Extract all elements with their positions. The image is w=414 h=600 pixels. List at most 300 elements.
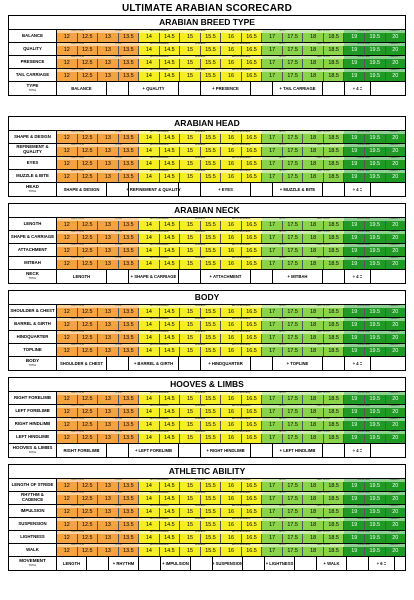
total-input[interactable]: [295, 557, 317, 570]
score-option[interactable]: 15.5: [200, 221, 221, 230]
score-option[interactable]: 19.5: [364, 521, 385, 530]
score-option[interactable]: 20: [385, 321, 406, 330]
score-option[interactable]: 20: [385, 408, 406, 417]
score-option[interactable]: 14.5: [159, 234, 180, 243]
score-option[interactable]: 14.5: [159, 247, 180, 256]
total-input[interactable]: [251, 357, 273, 370]
score-option[interactable]: 16.5: [241, 421, 262, 430]
score-option[interactable]: 20: [385, 147, 406, 156]
score-option[interactable]: 19.5: [364, 33, 385, 42]
score-option[interactable]: 16.5: [241, 221, 262, 230]
total-input[interactable]: [251, 82, 273, 95]
score-option[interactable]: 14.5: [159, 59, 180, 68]
score-option[interactable]: 16.5: [241, 521, 262, 530]
score-option[interactable]: 12.5: [77, 160, 98, 169]
score-option[interactable]: 18: [302, 434, 323, 443]
score-option[interactable]: 20: [385, 421, 406, 430]
total-input[interactable]: [323, 183, 345, 196]
score-option[interactable]: 12: [57, 495, 77, 504]
score-option[interactable]: 18.5: [323, 521, 344, 530]
score-option[interactable]: 12: [57, 395, 77, 404]
score-option[interactable]: 17.5: [282, 321, 303, 330]
score-option[interactable]: 12.5: [77, 247, 98, 256]
score-option[interactable]: 19.5: [364, 495, 385, 504]
score-option[interactable]: 19.5: [364, 434, 385, 443]
score-option[interactable]: 19: [343, 260, 364, 269]
score-option[interactable]: 15.5: [200, 260, 221, 269]
score-option[interactable]: 19: [343, 160, 364, 169]
score-option[interactable]: 20: [385, 434, 406, 443]
score-option[interactable]: 18.5: [323, 395, 344, 404]
score-option[interactable]: 18: [302, 46, 323, 55]
score-option[interactable]: 12.5: [77, 234, 98, 243]
score-option[interactable]: 12.5: [77, 321, 98, 330]
score-option[interactable]: 15.5: [200, 72, 221, 81]
score-option[interactable]: 13.5: [118, 521, 139, 530]
score-option[interactable]: 15: [179, 482, 200, 491]
score-option[interactable]: 12: [57, 59, 77, 68]
score-option[interactable]: 14: [138, 408, 159, 417]
score-option[interactable]: 12.5: [77, 46, 98, 55]
score-option[interactable]: 14: [138, 308, 159, 317]
score-option[interactable]: 13: [97, 147, 118, 156]
score-option[interactable]: 17: [261, 46, 282, 55]
score-option[interactable]: 19: [343, 482, 364, 491]
score-option[interactable]: 16.5: [241, 173, 262, 182]
score-option[interactable]: 13: [97, 134, 118, 143]
score-option[interactable]: 13: [97, 521, 118, 530]
score-option[interactable]: 14.5: [159, 547, 180, 556]
score-option[interactable]: 12.5: [77, 408, 98, 417]
score-option[interactable]: 13: [97, 221, 118, 230]
score-option[interactable]: 12.5: [77, 482, 98, 491]
score-option[interactable]: 17.5: [282, 46, 303, 55]
score-option[interactable]: 18.5: [323, 534, 344, 543]
score-option[interactable]: 18: [302, 347, 323, 356]
score-option[interactable]: 13.5: [118, 221, 139, 230]
score-option[interactable]: 12.5: [77, 534, 98, 543]
score-option[interactable]: 14: [138, 395, 159, 404]
score-option[interactable]: 13: [97, 395, 118, 404]
score-option[interactable]: 15.5: [200, 234, 221, 243]
score-option[interactable]: 20: [385, 482, 406, 491]
score-option[interactable]: 17.5: [282, 508, 303, 517]
score-option[interactable]: 17: [261, 408, 282, 417]
score-option[interactable]: 16: [220, 434, 241, 443]
score-option[interactable]: 19.5: [364, 347, 385, 356]
score-option[interactable]: 16.5: [241, 46, 262, 55]
score-option[interactable]: 19.5: [364, 59, 385, 68]
score-option[interactable]: 16: [220, 347, 241, 356]
score-option[interactable]: 14: [138, 173, 159, 182]
score-option[interactable]: 12.5: [77, 495, 98, 504]
score-option[interactable]: 12: [57, 547, 77, 556]
score-option[interactable]: 16.5: [241, 247, 262, 256]
total-input[interactable]: [251, 270, 273, 283]
score-option[interactable]: 12.5: [77, 395, 98, 404]
score-option[interactable]: 17: [261, 434, 282, 443]
score-option[interactable]: 17: [261, 547, 282, 556]
score-option[interactable]: 13.5: [118, 421, 139, 430]
score-option[interactable]: 14: [138, 434, 159, 443]
score-option[interactable]: 13: [97, 495, 118, 504]
score-option[interactable]: 19: [343, 534, 364, 543]
score-option[interactable]: 17.5: [282, 72, 303, 81]
score-option[interactable]: 20: [385, 495, 406, 504]
score-option[interactable]: 12: [57, 247, 77, 256]
score-option[interactable]: 19: [343, 221, 364, 230]
score-option[interactable]: 15: [179, 33, 200, 42]
score-option[interactable]: 16.5: [241, 147, 262, 156]
score-option[interactable]: 13: [97, 408, 118, 417]
score-option[interactable]: 18.5: [323, 33, 344, 42]
score-option[interactable]: 13: [97, 508, 118, 517]
score-option[interactable]: 19: [343, 308, 364, 317]
score-option[interactable]: 15.5: [200, 59, 221, 68]
score-option[interactable]: 16.5: [241, 508, 262, 517]
score-option[interactable]: 15: [179, 321, 200, 330]
score-option[interactable]: 13: [97, 72, 118, 81]
score-option[interactable]: 19.5: [364, 508, 385, 517]
score-option[interactable]: 14.5: [159, 33, 180, 42]
score-option[interactable]: 14: [138, 59, 159, 68]
score-option[interactable]: 17: [261, 482, 282, 491]
total-input[interactable]: [347, 557, 369, 570]
score-option[interactable]: 15.5: [200, 321, 221, 330]
score-option[interactable]: 13: [97, 247, 118, 256]
score-option[interactable]: 12: [57, 334, 77, 343]
score-option[interactable]: 13: [97, 534, 118, 543]
score-option[interactable]: 18: [302, 321, 323, 330]
score-option[interactable]: 19.5: [364, 173, 385, 182]
score-option[interactable]: 19: [343, 334, 364, 343]
score-option[interactable]: 18.5: [323, 72, 344, 81]
score-option[interactable]: 14.5: [159, 173, 180, 182]
score-option[interactable]: 15: [179, 134, 200, 143]
score-option[interactable]: 17: [261, 347, 282, 356]
score-option[interactable]: 14.5: [159, 421, 180, 430]
score-option[interactable]: 18.5: [323, 134, 344, 143]
score-option[interactable]: 14: [138, 508, 159, 517]
score-option[interactable]: 12.5: [77, 134, 98, 143]
score-option[interactable]: 15.5: [200, 334, 221, 343]
score-option[interactable]: 12: [57, 534, 77, 543]
score-option[interactable]: 17: [261, 534, 282, 543]
score-option[interactable]: 16.5: [241, 347, 262, 356]
score-option[interactable]: 16: [220, 534, 241, 543]
score-option[interactable]: 16: [220, 134, 241, 143]
score-option[interactable]: 18.5: [323, 221, 344, 230]
score-option[interactable]: 15: [179, 160, 200, 169]
score-option[interactable]: 15: [179, 534, 200, 543]
score-option[interactable]: 17: [261, 308, 282, 317]
score-option[interactable]: 14.5: [159, 395, 180, 404]
score-option[interactable]: 16.5: [241, 134, 262, 143]
total-result[interactable]: [371, 183, 405, 196]
score-option[interactable]: 12: [57, 421, 77, 430]
score-option[interactable]: 19.5: [364, 260, 385, 269]
score-option[interactable]: 17.5: [282, 59, 303, 68]
score-option[interactable]: 14: [138, 260, 159, 269]
total-input[interactable]: [107, 357, 129, 370]
score-option[interactable]: 16: [220, 46, 241, 55]
score-option[interactable]: 15.5: [200, 173, 221, 182]
score-option[interactable]: 18: [302, 547, 323, 556]
score-option[interactable]: 17: [261, 421, 282, 430]
score-option[interactable]: 20: [385, 308, 406, 317]
score-option[interactable]: 15: [179, 147, 200, 156]
score-option[interactable]: 18: [302, 395, 323, 404]
score-option[interactable]: 14.5: [159, 160, 180, 169]
score-option[interactable]: 12.5: [77, 59, 98, 68]
score-option[interactable]: 18: [302, 421, 323, 430]
score-option[interactable]: 14.5: [159, 508, 180, 517]
score-option[interactable]: 19.5: [364, 247, 385, 256]
score-option[interactable]: 18: [302, 134, 323, 143]
score-option[interactable]: 15.5: [200, 134, 221, 143]
score-option[interactable]: 13: [97, 321, 118, 330]
score-option[interactable]: 17.5: [282, 308, 303, 317]
score-option[interactable]: 14.5: [159, 134, 180, 143]
score-option[interactable]: 13.5: [118, 495, 139, 504]
score-option[interactable]: 18.5: [323, 408, 344, 417]
score-option[interactable]: 17.5: [282, 234, 303, 243]
score-option[interactable]: 14.5: [159, 408, 180, 417]
score-option[interactable]: 13.5: [118, 434, 139, 443]
score-option[interactable]: 16.5: [241, 395, 262, 404]
score-option[interactable]: 19: [343, 72, 364, 81]
score-option[interactable]: 14: [138, 134, 159, 143]
score-option[interactable]: 18: [302, 72, 323, 81]
score-option[interactable]: 18: [302, 160, 323, 169]
score-option[interactable]: 12.5: [77, 33, 98, 42]
score-option[interactable]: 15.5: [200, 247, 221, 256]
score-option[interactable]: 14: [138, 321, 159, 330]
score-option[interactable]: 19.5: [364, 321, 385, 330]
score-option[interactable]: 18.5: [323, 247, 344, 256]
score-option[interactable]: 15: [179, 408, 200, 417]
score-option[interactable]: 16: [220, 59, 241, 68]
score-option[interactable]: 19.5: [364, 147, 385, 156]
score-option[interactable]: 14.5: [159, 221, 180, 230]
score-option[interactable]: 12: [57, 134, 77, 143]
score-option[interactable]: 12: [57, 321, 77, 330]
score-option[interactable]: 17: [261, 72, 282, 81]
total-input[interactable]: [179, 357, 201, 370]
total-input[interactable]: [323, 82, 345, 95]
score-option[interactable]: 13: [97, 260, 118, 269]
score-option[interactable]: 17.5: [282, 408, 303, 417]
score-option[interactable]: 13: [97, 421, 118, 430]
total-result[interactable]: [371, 270, 405, 283]
total-result[interactable]: [395, 557, 405, 570]
score-option[interactable]: 13.5: [118, 321, 139, 330]
score-option[interactable]: 12: [57, 434, 77, 443]
score-option[interactable]: 19: [343, 147, 364, 156]
score-option[interactable]: 15: [179, 334, 200, 343]
score-option[interactable]: 12.5: [77, 434, 98, 443]
score-option[interactable]: 18.5: [323, 46, 344, 55]
score-option[interactable]: 13.5: [118, 408, 139, 417]
total-input[interactable]: [107, 82, 129, 95]
score-option[interactable]: 19: [343, 321, 364, 330]
score-option[interactable]: 15: [179, 247, 200, 256]
score-option[interactable]: 19.5: [364, 308, 385, 317]
score-option[interactable]: 16: [220, 247, 241, 256]
score-option[interactable]: 19: [343, 395, 364, 404]
score-option[interactable]: 17: [261, 321, 282, 330]
score-option[interactable]: 13.5: [118, 547, 139, 556]
score-option[interactable]: 17: [261, 33, 282, 42]
score-option[interactable]: 15.5: [200, 508, 221, 517]
score-option[interactable]: 16: [220, 308, 241, 317]
score-option[interactable]: 12.5: [77, 72, 98, 81]
score-option[interactable]: 12.5: [77, 347, 98, 356]
score-option[interactable]: 17: [261, 234, 282, 243]
score-option[interactable]: 16.5: [241, 534, 262, 543]
score-option[interactable]: 18.5: [323, 147, 344, 156]
score-option[interactable]: 15: [179, 347, 200, 356]
score-option[interactable]: 14: [138, 482, 159, 491]
score-option[interactable]: 15: [179, 234, 200, 243]
score-option[interactable]: 13.5: [118, 247, 139, 256]
score-option[interactable]: 17.5: [282, 495, 303, 504]
total-input[interactable]: [139, 557, 161, 570]
total-input[interactable]: [107, 270, 129, 283]
score-option[interactable]: 18.5: [323, 59, 344, 68]
score-option[interactable]: 16: [220, 495, 241, 504]
score-option[interactable]: 18.5: [323, 173, 344, 182]
score-option[interactable]: 17.5: [282, 521, 303, 530]
score-option[interactable]: 15: [179, 59, 200, 68]
score-option[interactable]: 15.5: [200, 482, 221, 491]
score-option[interactable]: 13.5: [118, 72, 139, 81]
score-option[interactable]: 17: [261, 247, 282, 256]
score-option[interactable]: 12.5: [77, 421, 98, 430]
score-option[interactable]: 15.5: [200, 308, 221, 317]
score-option[interactable]: 12.5: [77, 334, 98, 343]
total-input[interactable]: [323, 444, 345, 457]
score-option[interactable]: 20: [385, 33, 406, 42]
score-option[interactable]: 14: [138, 221, 159, 230]
score-option[interactable]: 13: [97, 347, 118, 356]
score-option[interactable]: 19: [343, 46, 364, 55]
score-option[interactable]: 15: [179, 395, 200, 404]
score-option[interactable]: 18: [302, 495, 323, 504]
score-option[interactable]: 18: [302, 408, 323, 417]
score-option[interactable]: 14.5: [159, 308, 180, 317]
score-option[interactable]: 13.5: [118, 395, 139, 404]
score-option[interactable]: 12: [57, 508, 77, 517]
score-option[interactable]: 16: [220, 173, 241, 182]
score-option[interactable]: 13: [97, 46, 118, 55]
score-option[interactable]: 15.5: [200, 408, 221, 417]
score-option[interactable]: 16: [220, 147, 241, 156]
score-option[interactable]: 16: [220, 260, 241, 269]
score-option[interactable]: 12: [57, 33, 77, 42]
score-option[interactable]: 20: [385, 534, 406, 543]
score-option[interactable]: 16: [220, 421, 241, 430]
score-option[interactable]: 15.5: [200, 347, 221, 356]
score-option[interactable]: 20: [385, 160, 406, 169]
score-option[interactable]: 18.5: [323, 308, 344, 317]
score-option[interactable]: 20: [385, 260, 406, 269]
total-input[interactable]: [107, 444, 129, 457]
score-option[interactable]: 15.5: [200, 495, 221, 504]
total-input[interactable]: [191, 557, 213, 570]
score-option[interactable]: 19: [343, 434, 364, 443]
score-option[interactable]: 17: [261, 147, 282, 156]
score-option[interactable]: 16.5: [241, 482, 262, 491]
score-option[interactable]: 12.5: [77, 147, 98, 156]
score-option[interactable]: 12: [57, 46, 77, 55]
score-option[interactable]: 14: [138, 421, 159, 430]
score-option[interactable]: 18.5: [323, 547, 344, 556]
score-option[interactable]: 19: [343, 234, 364, 243]
score-option[interactable]: 20: [385, 547, 406, 556]
score-option[interactable]: 18: [302, 508, 323, 517]
score-option[interactable]: 19: [343, 495, 364, 504]
score-option[interactable]: 18: [302, 521, 323, 530]
score-option[interactable]: 13: [97, 547, 118, 556]
score-option[interactable]: 18.5: [323, 234, 344, 243]
score-option[interactable]: 12: [57, 408, 77, 417]
score-option[interactable]: 13.5: [118, 147, 139, 156]
score-option[interactable]: 14: [138, 521, 159, 530]
score-option[interactable]: 17.5: [282, 221, 303, 230]
score-option[interactable]: 14.5: [159, 260, 180, 269]
total-input[interactable]: [179, 183, 201, 196]
score-option[interactable]: 17.5: [282, 395, 303, 404]
score-option[interactable]: 18.5: [323, 508, 344, 517]
score-option[interactable]: 15: [179, 421, 200, 430]
score-option[interactable]: 12.5: [77, 173, 98, 182]
score-option[interactable]: 13.5: [118, 234, 139, 243]
score-option[interactable]: 14.5: [159, 334, 180, 343]
score-option[interactable]: 13.5: [118, 33, 139, 42]
score-option[interactable]: 17: [261, 173, 282, 182]
total-result[interactable]: [371, 357, 405, 370]
score-option[interactable]: 15.5: [200, 521, 221, 530]
score-option[interactable]: 14: [138, 247, 159, 256]
score-option[interactable]: 19.5: [364, 72, 385, 81]
score-option[interactable]: 19.5: [364, 334, 385, 343]
score-option[interactable]: 12: [57, 308, 77, 317]
total-input[interactable]: [243, 557, 265, 570]
score-option[interactable]: 15: [179, 547, 200, 556]
score-option[interactable]: 12.5: [77, 260, 98, 269]
score-option[interactable]: 19: [343, 508, 364, 517]
score-option[interactable]: 16.5: [241, 72, 262, 81]
score-option[interactable]: 13: [97, 334, 118, 343]
score-option[interactable]: 13.5: [118, 334, 139, 343]
score-option[interactable]: 12.5: [77, 221, 98, 230]
score-option[interactable]: 18.5: [323, 334, 344, 343]
score-option[interactable]: 17: [261, 221, 282, 230]
score-option[interactable]: 13.5: [118, 173, 139, 182]
score-option[interactable]: 20: [385, 46, 406, 55]
score-option[interactable]: 19: [343, 134, 364, 143]
score-option[interactable]: 20: [385, 395, 406, 404]
score-option[interactable]: 14.5: [159, 347, 180, 356]
score-option[interactable]: 12: [57, 260, 77, 269]
score-option[interactable]: 20: [385, 173, 406, 182]
score-option[interactable]: 18: [302, 59, 323, 68]
score-option[interactable]: 16.5: [241, 260, 262, 269]
total-input[interactable]: [179, 270, 201, 283]
total-input[interactable]: [323, 357, 345, 370]
score-option[interactable]: 13.5: [118, 347, 139, 356]
